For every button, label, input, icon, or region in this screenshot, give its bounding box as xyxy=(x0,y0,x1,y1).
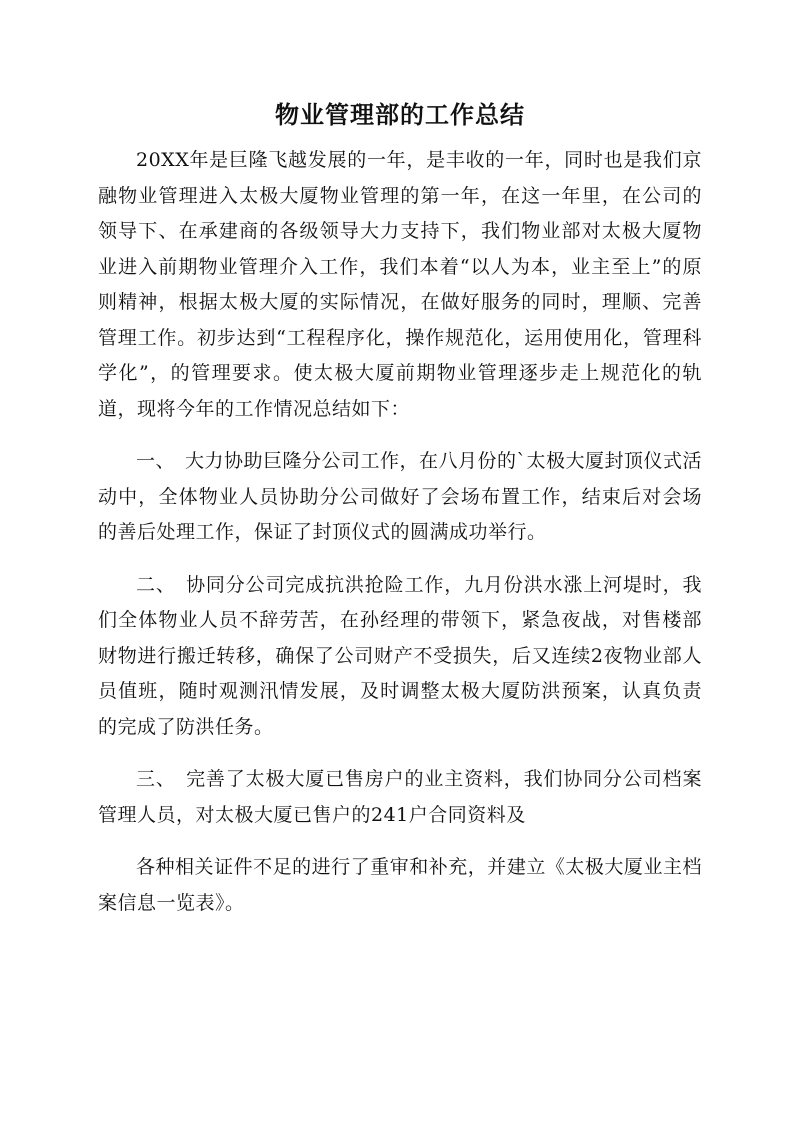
paragraph-item-2: 二、 协同分公司完成抗洪抢险工作，九月份洪水涨上河堤时，我们全体物业人员不辞劳苦，在孙经理的带领下，紧急夜战，对售楼部财物进行搬迁转移，确保了公司财产不受损失，后又连续2夜物业部人员值班，随时观测汛情发展，及时调整太极大厦防洪预案，认真负责的完成了防洪任务。 xyxy=(98,573,702,738)
paragraph-item-3: 三、 完善了太极大厦已售房户的业主资料，我们协同分公司档案管理人员，对太极大厦已售户的241户合同资料及 xyxy=(98,768,702,826)
document-title: 物业管理部的工作总结 xyxy=(275,100,525,129)
paragraph-intro: 20XX年是巨隆飞越发展的一年，是丰收的一年，同时也是我们京融物业管理进入太极大厦物业管理的第一年，在这一年里，在公司的领导下、在承建商的各级领导大力支持下，我们物业部对太极大厦物业进入前期物业管理介入工作，我们本着“以人为本，业主至上”的原则精神，根据太极大厦的实际情况，在做好服务的同时，理顺、完善管理工作。初步达到“工程程序化，操作规范化，运用使用化，管理科学化”，的管理要求。使太极大厦前期物业管理逐步走上规范化的轨道，现将今年的工作情况总结如下： xyxy=(98,149,702,420)
paragraph-item-3-continued: 各种相关证件不足的进行了重审和补充，并建立《太极大厦业主档案信息一览表》。 xyxy=(98,856,702,914)
paragraph-item-1: 一、 大力协助巨隆分公司工作，在八月份的`太极大厦封顶仪式活动中，全体物业人员协助分公司做好了会场布置工作，结束后对会场的善后处理工作，保证了封顶仪式的圆满成功举行。 xyxy=(98,450,703,543)
